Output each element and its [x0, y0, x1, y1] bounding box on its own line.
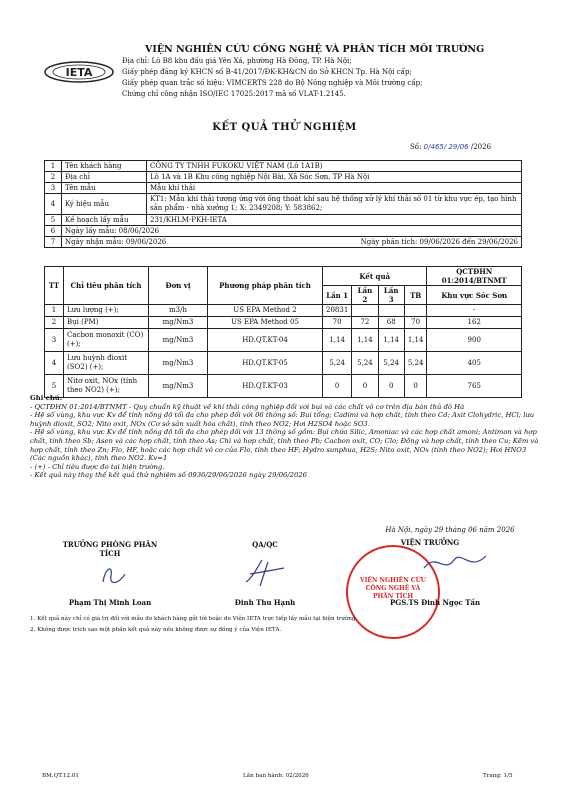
- row-parameter: Cacbon monoxit (CO) (+);: [64, 329, 149, 352]
- row-run2: 5,24: [352, 352, 378, 375]
- results-row: [45, 329, 522, 352]
- right-signer-title: VIỆN TRƯỞNG: [400, 538, 460, 547]
- row-method: US EPA Method 05: [208, 317, 323, 329]
- row-tt: 5: [45, 375, 64, 398]
- mid-signature: [240, 556, 290, 590]
- info-row: [45, 172, 522, 183]
- note-line: - (+) - Chỉ tiêu được đo tại hiện trường.: [30, 462, 165, 471]
- document-title: KẾT QUẢ THỬ NGHIỆM: [212, 122, 357, 133]
- report-number-value: 0/465/ 29/06: [423, 143, 469, 151]
- row-unit: mg/Nm3: [149, 375, 208, 398]
- received-analysis-dates: [62, 237, 522, 248]
- svg-text:IETA: IETA: [65, 66, 93, 79]
- right-signer-name: PGS.TS Đinh Ngọc Tấn: [389, 598, 481, 607]
- info-table: [44, 160, 522, 248]
- org-name: VIỆN NGHIÊN CỨU CÔNG NGHỆ VÀ PHÂN TÍCH MÔI TRƯỜNG: [145, 44, 485, 55]
- row-run1: 20831: [323, 305, 352, 317]
- sampling-plan: 231/KHLM-PKH-IETA: [147, 215, 522, 226]
- info-label: Ký hiệu mẫu: [62, 194, 147, 215]
- left-signer-name: Phạm Thị Minh Loan: [68, 598, 152, 607]
- col-run2: Lần 2: [352, 286, 378, 305]
- row-avg: [404, 305, 427, 317]
- row-run1: 0: [323, 375, 352, 398]
- col-avg: TB: [404, 286, 427, 305]
- row-standard: -: [427, 305, 522, 317]
- footnote-1: 1. Kết quả này chỉ có giá trị đối với mẫu do khách hàng gửi tới hoặc do Viện IETA trực tiếp lấy mẫu tại hiện trường.: [30, 616, 358, 622]
- info-no: 2: [45, 172, 62, 183]
- notes: [30, 394, 540, 480]
- row-tt: 3: [45, 329, 64, 352]
- row-run1: 1,14: [323, 329, 352, 352]
- info-row: [45, 215, 522, 226]
- col-unit: Đơn vị: [149, 267, 208, 305]
- col-parameter: Chỉ tiêu phân tích: [64, 267, 149, 305]
- info-no: 4: [45, 194, 62, 215]
- row-run3: [378, 305, 404, 317]
- row-avg: 0: [404, 375, 427, 398]
- row-tt: 2: [45, 317, 64, 329]
- left-signer-title: TRƯỞNG PHÒNG PHÂN TÍCH: [62, 540, 158, 558]
- stamp-text: VIỆN NGHIÊN CỨU CÔNG NGHỆ VÀ PHÂN TÍCH: [359, 577, 427, 600]
- results-table: [44, 266, 522, 398]
- header-license: Giấy phép đăng ký KHCN số B-41/2017/ĐK-KH&CN do Sở KHCN Tp. Hà Nội cấp;: [122, 68, 412, 76]
- row-unit: mg/Nm3: [149, 352, 208, 375]
- info-row: [45, 183, 522, 194]
- row-parameter: Lưu huỳnh đioxit (SO2) (+);: [64, 352, 149, 375]
- analysis-date: Ngày phân tích: 09/06/2026 đến 29/06/2026: [360, 237, 518, 246]
- col-tt: TT: [45, 267, 64, 305]
- row-unit: m3/h: [149, 305, 208, 317]
- info-row: [45, 237, 522, 248]
- row-run3: 0: [378, 375, 404, 398]
- results-row: [45, 317, 522, 329]
- mid-signer-name: Đinh Thu Hạnh: [234, 598, 296, 607]
- header-vimcerts: Giấy phép quan trắc số hiệu: VIMCERTS 228 do Bộ Nông nghiệp và Môi trường cấp;: [122, 79, 423, 87]
- customer-address: Lô 1A và 1B Khu công nghiệp Nội Bài, Xã Sóc Sơn, TP Hà Nội: [147, 172, 522, 183]
- notes-heading: Ghi chú:: [30, 394, 63, 402]
- row-parameter: Nitơ oxit, NOx (tính theo NO2) (+);: [64, 375, 149, 398]
- header-address: Địa chỉ: Lô B8 khu đấu giá Yên Xá, phường Hà Đông, TP. Hà Nội;: [122, 57, 352, 65]
- results-row: [45, 305, 522, 317]
- sign-date: Hà Nội, ngày 29 tháng 06 năm 2026: [385, 526, 515, 534]
- results-header-row: [45, 267, 522, 286]
- info-row: [45, 161, 522, 172]
- info-label: Tên khách hàng: [62, 161, 147, 172]
- row-run2: 1,14: [352, 329, 378, 352]
- row-run2: 72: [352, 317, 378, 329]
- header-iso: Chứng chỉ công nhận ISO/IEC 17025:2017 mã số VLAT-1.2145.: [122, 90, 346, 98]
- page-number: Trang: 1/5: [483, 773, 513, 779]
- left-signature: [95, 560, 135, 590]
- mid-signer-title: QA/QC: [252, 540, 278, 549]
- row-method: HD.QT.KT-05: [208, 352, 323, 375]
- col-run1: Lần 1: [323, 286, 352, 305]
- row-parameter: Bụi (PM): [64, 317, 149, 329]
- info-no: 3: [45, 183, 62, 194]
- info-no: 6: [45, 226, 62, 237]
- report-number-label: Số:: [410, 143, 422, 151]
- row-method: HD.QT.KT-04: [208, 329, 323, 352]
- info-label: Tên mẫu: [62, 183, 147, 194]
- ieta-logo: [43, 60, 115, 84]
- row-tt: 1: [45, 305, 64, 317]
- row-tt: 4: [45, 352, 64, 375]
- right-signature: [420, 548, 490, 578]
- info-row: [45, 226, 522, 237]
- row-avg: 5,24: [404, 352, 427, 375]
- row-run3: 68: [378, 317, 404, 329]
- report-number-year: /2026: [470, 143, 492, 151]
- col-run3: Lần 3: [378, 286, 404, 305]
- sample-code: KT1: Mẫu khí thải tương ứng với ống thoát khí sau hệ thống xử lý khí thải số 01 từ khu vực ép, tạo hình sản phẩm - nhà xưởng 1; X: 2349208; Y: 583862;: [147, 194, 522, 215]
- row-run1: 70: [323, 317, 352, 329]
- info-label: Kế hoạch lấy mẫu: [62, 215, 147, 226]
- col-standard: QCTĐHN 01:2014/BTNMT: [427, 267, 522, 286]
- row-run2: 0: [352, 375, 378, 398]
- received-date: Ngày nhận mẫu: 09/06/2026: [65, 237, 167, 246]
- row-standard: 765: [427, 375, 522, 398]
- info-row: [45, 194, 522, 215]
- note-line: - Kết quả này thay thế kết quả thử nghiệm số 0936/29/06/2026 ngày 29/06/2026: [30, 471, 307, 480]
- row-run3: 5,24: [378, 352, 404, 375]
- row-parameter: Lưu lượng (+);: [64, 305, 149, 317]
- note-line: - QCTĐHN 01:2014/BTNMT - Quy chuẩn kỹ thuật về khí thải công nghiệp đối với bụi và các chất vô cơ trên địa bàn thủ đô Hà: [30, 402, 465, 411]
- info-no: 7: [45, 237, 62, 248]
- row-run3: 1,14: [378, 329, 404, 352]
- row-standard: 162: [427, 317, 522, 329]
- info-no: 1: [45, 161, 62, 172]
- row-standard: 405: [427, 352, 522, 375]
- row-run1: 5,24: [323, 352, 352, 375]
- info-no: 5: [45, 215, 62, 226]
- row-standard: 900: [427, 329, 522, 352]
- sampling-date: Ngày lấy mẫu: 08/06/2026: [62, 226, 522, 237]
- col-results: Kết quả: [323, 267, 427, 286]
- footnote-2: 2. Không được trích sao một phần kết quả này nếu không được sự đồng ý của Viện IETA.: [30, 627, 282, 633]
- results-row: [45, 352, 522, 375]
- row-run2: [352, 305, 378, 317]
- sample-name: Mẫu khí thải: [147, 183, 522, 194]
- row-method: US EPA Method 2: [208, 305, 323, 317]
- col-area: Khu vực Sóc Sơn: [427, 286, 522, 305]
- row-method: HD.QT.KT-03: [208, 375, 323, 398]
- row-avg: 70: [404, 317, 427, 329]
- row-unit: mg/Nm3: [149, 329, 208, 352]
- row-unit: mg/Nm3: [149, 317, 208, 329]
- info-label: Địa chỉ: [62, 172, 147, 183]
- form-code: BM.QT.12.01: [42, 773, 79, 779]
- row-avg: 1,14: [404, 329, 427, 352]
- note-line: - Hệ số vùng, khu vực Kv để tính nồng độ tối đa cho phép đối với 06 thông số: Bụi tổng; Cadimi và hợp chất, tính theo Cd; Axit Clohydric, HCl; lưu huỳnh dioxit, SO2; Nito oxit, NOx (Cơ sở sản xuất hóa chất), tính theo NO2; Hơi H2SO4 hoặc SO3.: [30, 411, 535, 428]
- customer-name: CÔNG TY TNHH FUKOKU VIỆT NAM (Lô 1A1B): [147, 161, 522, 172]
- col-method: Phương pháp phân tích: [208, 267, 323, 305]
- issue-number: Lần ban hành: 02/2026: [243, 773, 309, 779]
- report-number: [410, 143, 491, 151]
- note-line: - Hệ số vùng, khu vực Kv để tính nồng độ tối đa cho phép đối với 13 thông số gồm: Bụi chứa Silic, Amoniac và các hợp chất amoni; Antimon và hợp chất, tính theo Sb; Asen và các hợp chất, tính theo As; Chì và hợp chất, tính theo Pb; Cacbon oxit, CO; Clo; Đồng và hợp chất, tính theo Cu; Kẽm và hợp chất, tính theo Zn; Flo, HF, hoặc các hợp chất vô cơ của Flo, tính theo HF; Hydro sunphua, H2S; Nito oxit, NOx (tính theo NO2); Hơi HNO3 (Các nguồn khác), tính theo NO2. Kv=1: [30, 428, 539, 463]
